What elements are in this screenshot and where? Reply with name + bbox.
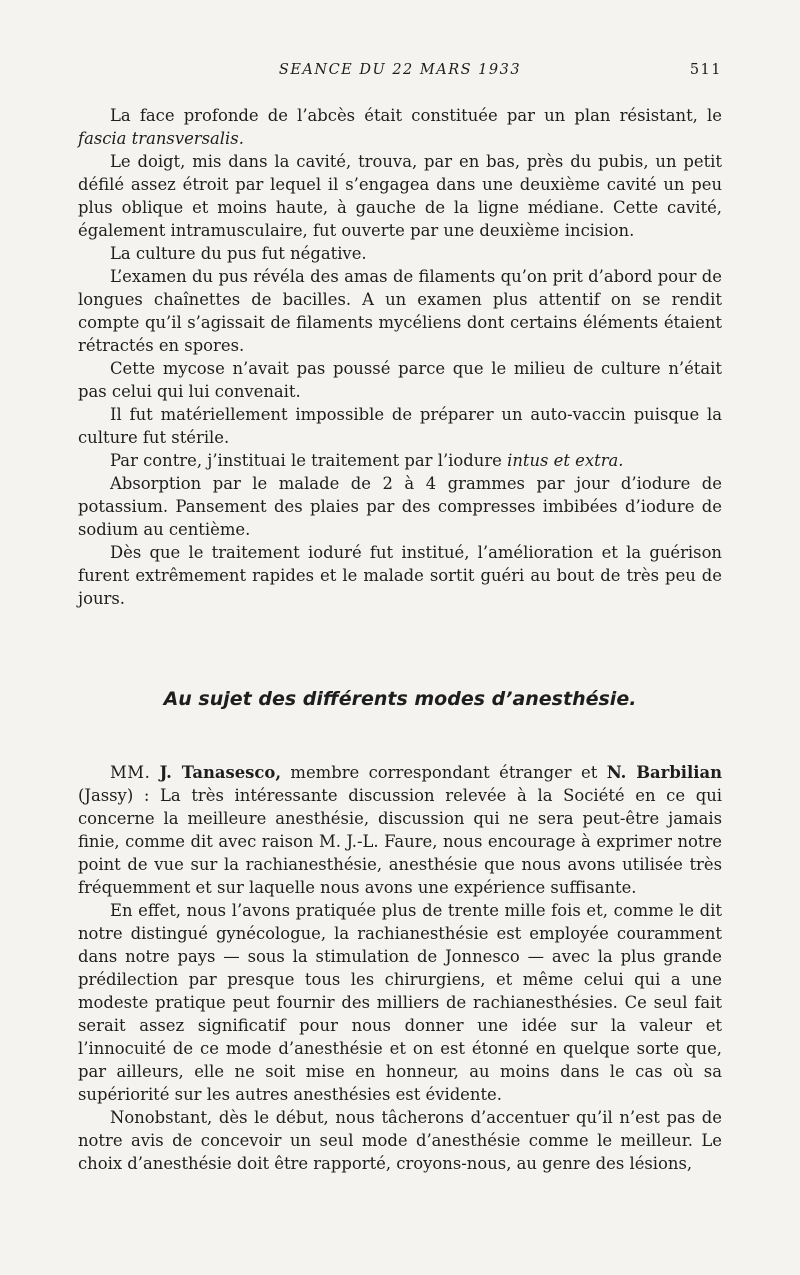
paragraph	[78, 104, 722, 150]
paragraph-text: (Jassy) : La très intéressante discussion relevée à la Société en ce qui concerne la meilleure anesthésie, discussion qui ne sera peut-être jamais finie, comme dit avec raison M. J.-L. Faure, nous encourage à exprimer notre point de vue sur la rachianesthésie, anesthésie que nous avons utilisée très fréquemment et sur laquelle nous avons une expérience suffisante.	[78, 786, 722, 897]
page-number: 511	[689, 62, 722, 78]
author-name: N. Barbilian	[606, 763, 722, 782]
case-report-text	[78, 104, 722, 610]
paragraph: Nonobstant, dès le début, nous tâcherons d’accentuer qu’il n’est pas de notre avis de concevoir un seul mode d’anesthésie comme le meilleur. Le choix d’anesthésie doit être rapporté, croyons-nous, au genre des lésions,	[78, 1108, 722, 1173]
paragraph: En effet, nous l’avons pratiquée plus de trente mille fois et, comme le dit notre distingué gynécologue, la rachianesthésie est employée couramment dans notre pays — sous la stimulation de Jonnesco — avec la plus grande prédilection par presque tous les chirurgiens, et même celui qui a une modeste pratique peut fournir des milliers de rachianesthésies. Ce seul fait serait assez significatif pour nous donner une idée sur la valeur et l’innocuité de ce mode d’anesthésie et on est étonné en quelque sorte que, par ailleurs, elle ne soit mise en honneur, au moins dans le cas où sa supériorité sur les autres anesthésies est évidente.	[78, 901, 722, 1104]
italic-term: fascia transversalis.	[78, 129, 244, 148]
paragraph: Il fut matériellement impossible de préparer un auto-vaccin puisque la culture fut stérile.	[78, 405, 722, 447]
paragraph: Le doigt, mis dans la cavité, trouva, par en bas, près du pubis, un petit défilé assez étroit par lequel il s’engagea dans une deuxième cavité un peu plus oblique et moins haute, à gauche de la ligne médiane. Cette cavité, également intramusculaire, fut ouverte par une deuxième incision.	[78, 152, 722, 240]
section-heading: Au sujet des différents modes d’anesthésie.	[163, 688, 637, 710]
running-head	[78, 62, 722, 84]
anesthesia-article-text	[78, 761, 722, 1175]
paragraph: L’examen du pus révéla des amas de filaments qu’on prit d’abord pour de longues chaînettes de bacilles. A un examen plus attentif on se rendit compte qu’il s’agissait de filaments mycéliens dont certains éléments étaient rétractés en spores.	[78, 267, 722, 355]
paragraph	[78, 449, 722, 472]
italic-term: intus et extra.	[507, 451, 624, 470]
authors-prefix: MM.	[110, 763, 151, 782]
paragraph: La culture du pus fut négative.	[110, 244, 367, 263]
paragraph-text: La face profonde de l’abcès était constituée par un plan résistant, le	[110, 106, 722, 125]
paragraph: Absorption par le malade de 2 à 4 grammes par jour d’iodure de potassium. Pansement des plaies par des compresses imbibées d’iodure de sodium au centième.	[78, 474, 722, 539]
author-name: J. Tanasesco,	[159, 763, 282, 782]
paragraph	[78, 761, 722, 899]
running-head-title: SEANCE DU 22 MARS 1933	[278, 62, 522, 78]
paragraph: Cette mycose n’avait pas poussé parce que le milieu de culture n’était pas celui qui lui convenait.	[78, 359, 722, 401]
paragraph-text: Par contre, j’instituai le traitement par l’iodure	[110, 451, 502, 470]
author-role: membre correspondant étranger et	[290, 763, 598, 782]
paragraph: Dès que le traitement ioduré fut institué, l’amélioration et la guérison furent extrêmement rapides et le malade sortit guéri au bout de très peu de jours.	[78, 543, 722, 608]
